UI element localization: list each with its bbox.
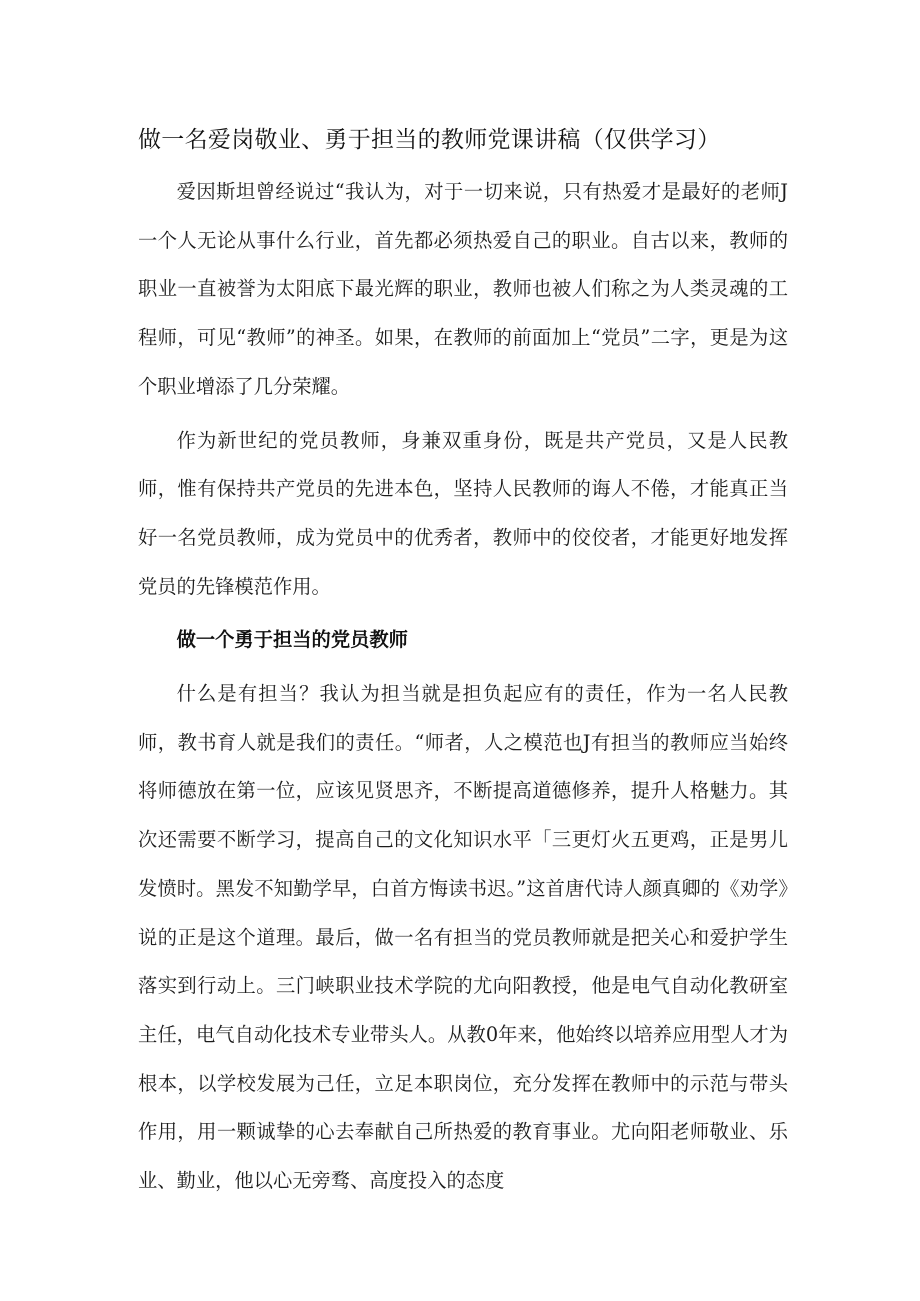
paragraph-einstein-quote: 爱因斯坦曾经说过“我认为，对于一切来说，只有热爱才是最好的老师J一个人无论从事什么行业，首先都必须热爱自己的职业。自古以来，教师的职业一直被誉为太阳底下最光辉的职业，教师也被人们称之为人类灵魂的工程师，可见“教师”的神圣。如果，在教师的前面加上“党员”二字，更是为这个职业增添了几分荣耀。 xyxy=(138,180,788,398)
document-body xyxy=(138,112,788,1206)
paragraph-dual-identity: 作为新世纪的党员教师，身兼双重身份，既是共产党员，又是人民教师，惟有保持共产党员的先进本色，坚持人民教师的诲人不倦，才能真正当好一名党员教师，成为党员中的优秀者，教师中的佼佼者，才能更好地发挥党员的先锋模范作用。 xyxy=(138,428,788,598)
paragraph-responsibility: 什么是有担当？我认为担当就是担负起应有的责任，作为一名人民教师，教书育人就是我们的责任。“师者，人之模范也J有担当的教师应当始终将师德放在第一位，应该见贤思齐，不断提高道德修养，提升人格魅力。其次还需要不断学习，提高自己的文化知识水平「三更灯火五更鸡，正是男儿发愤时。黑发不知勤学早，白首方悔读书迟。”这首唐代诗人颜真卿的《劝学》说的正是这个道理。最后，做一名有担当的党员教师就是把关心和爱护学生落实到行动上。三门峡职业技术学院的尤向阳教授，他是电气自动化教研室主任，电气自动化技术专业带头人。从教0年来，他始终以培养应用型人才为根本，以学校发展为己任，立足本职岗位，充分发挥在教师中的示范与带头作用，用一颗诚挚的心去奉献自己所热爱的教育事业。尤向阳老师敬业、乐业、勤业，他以心无旁骛、高度投入的态度 xyxy=(138,682,788,1193)
section-heading: 做一个勇于担当的党员教师 xyxy=(176,628,408,652)
document-title: 做一名爱岗敬业、勇于担当的教师党课讲稿（仅供学习） xyxy=(138,127,721,153)
